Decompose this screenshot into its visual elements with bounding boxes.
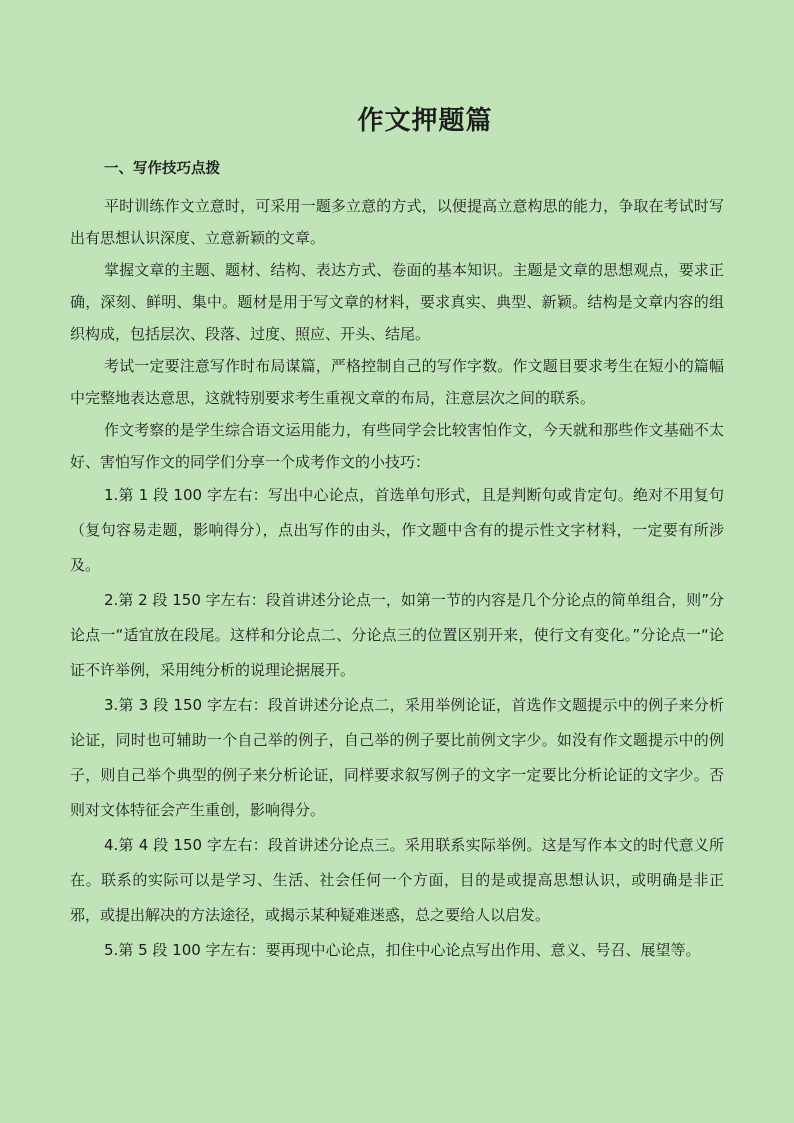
document-body: [70, 158, 724, 968]
paragraph-4: 作文考察的是学生综合语文运用能力，有些同学会比较害怕作文，今天就和那些作文基础不太好、害怕写作文的同学们分享一个成考作文的小技巧：: [70, 421, 724, 471]
numbered-item-1: 1.第 1 段 100 字左右：写出中心论点，首选单句形式，且是判断句或肯定句。绝对不用复句（复句容易走题，影响得分），点出写作的由头，作文题中含有的提示性文字材料，一定要有所涉及。: [70, 486, 724, 574]
document-title: 作文押题篇: [357, 106, 493, 136]
numbered-item-3: 3.第 3 段 150 字左右：段首讲述分论点二，采用举例论证，首选作文题提示中的例子来分析论证，同时也可辅助一个自己举的例子，自己举的例子要比前例文字少。如没有作文题提示中的例子，则自己举个典型的例子来分析论证，同样要求叙写例子的文字一定要比分析论证的文字少。否则对文体特征会产生重创，影响得分。: [70, 696, 724, 819]
section-heading: 一、写作技巧点拨: [104, 161, 220, 177]
paragraph-3: 考试一定要注意写作时布局谋篇，严格控制自己的写作字数。作文题目要求考生在短小的篇幅中完整地表达意思，这就特别要求考生重视文章的布局，注意层次之间的联系。: [70, 357, 724, 407]
numbered-item-5: 5.第 5 段 100 字左右：要再现中心论点，扣住中心论点写出作用、意义、号召、展望等。: [104, 941, 701, 959]
paragraph-1: 平时训练作文立意时，可采用一题多立意的方式，以便提高立意构思的能力，争取在考试时写出有思想认识深度、立意新颖的文章。: [70, 197, 724, 247]
paragraph-2: 掌握文章的主题、题材、结构、表达方式、卷面的基本知识。主题是文章的思想观点，要求正确，深刻、鲜明、集中。题材是用于写文章的材料，要求真实、典型、新颖。结构是文章内容的组织构成，包括层次、段落、过度、照应、开头、结尾。: [70, 261, 724, 343]
numbered-item-4: 4.第 4 段 150 字左右：段首讲述分论点三。采用联系实际举例。这是写作本文的时代意义所在。联系的实际可以是学习、生活、社会任何一个方面，目的是或提高思想认识，或明确是非正邪，或提出解决的方法途径，或揭示某种疑难迷惑，总之要给人以启发。: [70, 836, 724, 924]
numbered-item-2: 2.第 2 段 150 字左右：段首讲述分论点一，如第一节的内容是几个分论点的简单组合，则”分论点一“适宜放在段尾。这样和分论点二、分论点三的位置区别开来，使行文有变化。”分论点一“论证不许举例，采用纯分析的说理论据展开。: [70, 591, 724, 679]
